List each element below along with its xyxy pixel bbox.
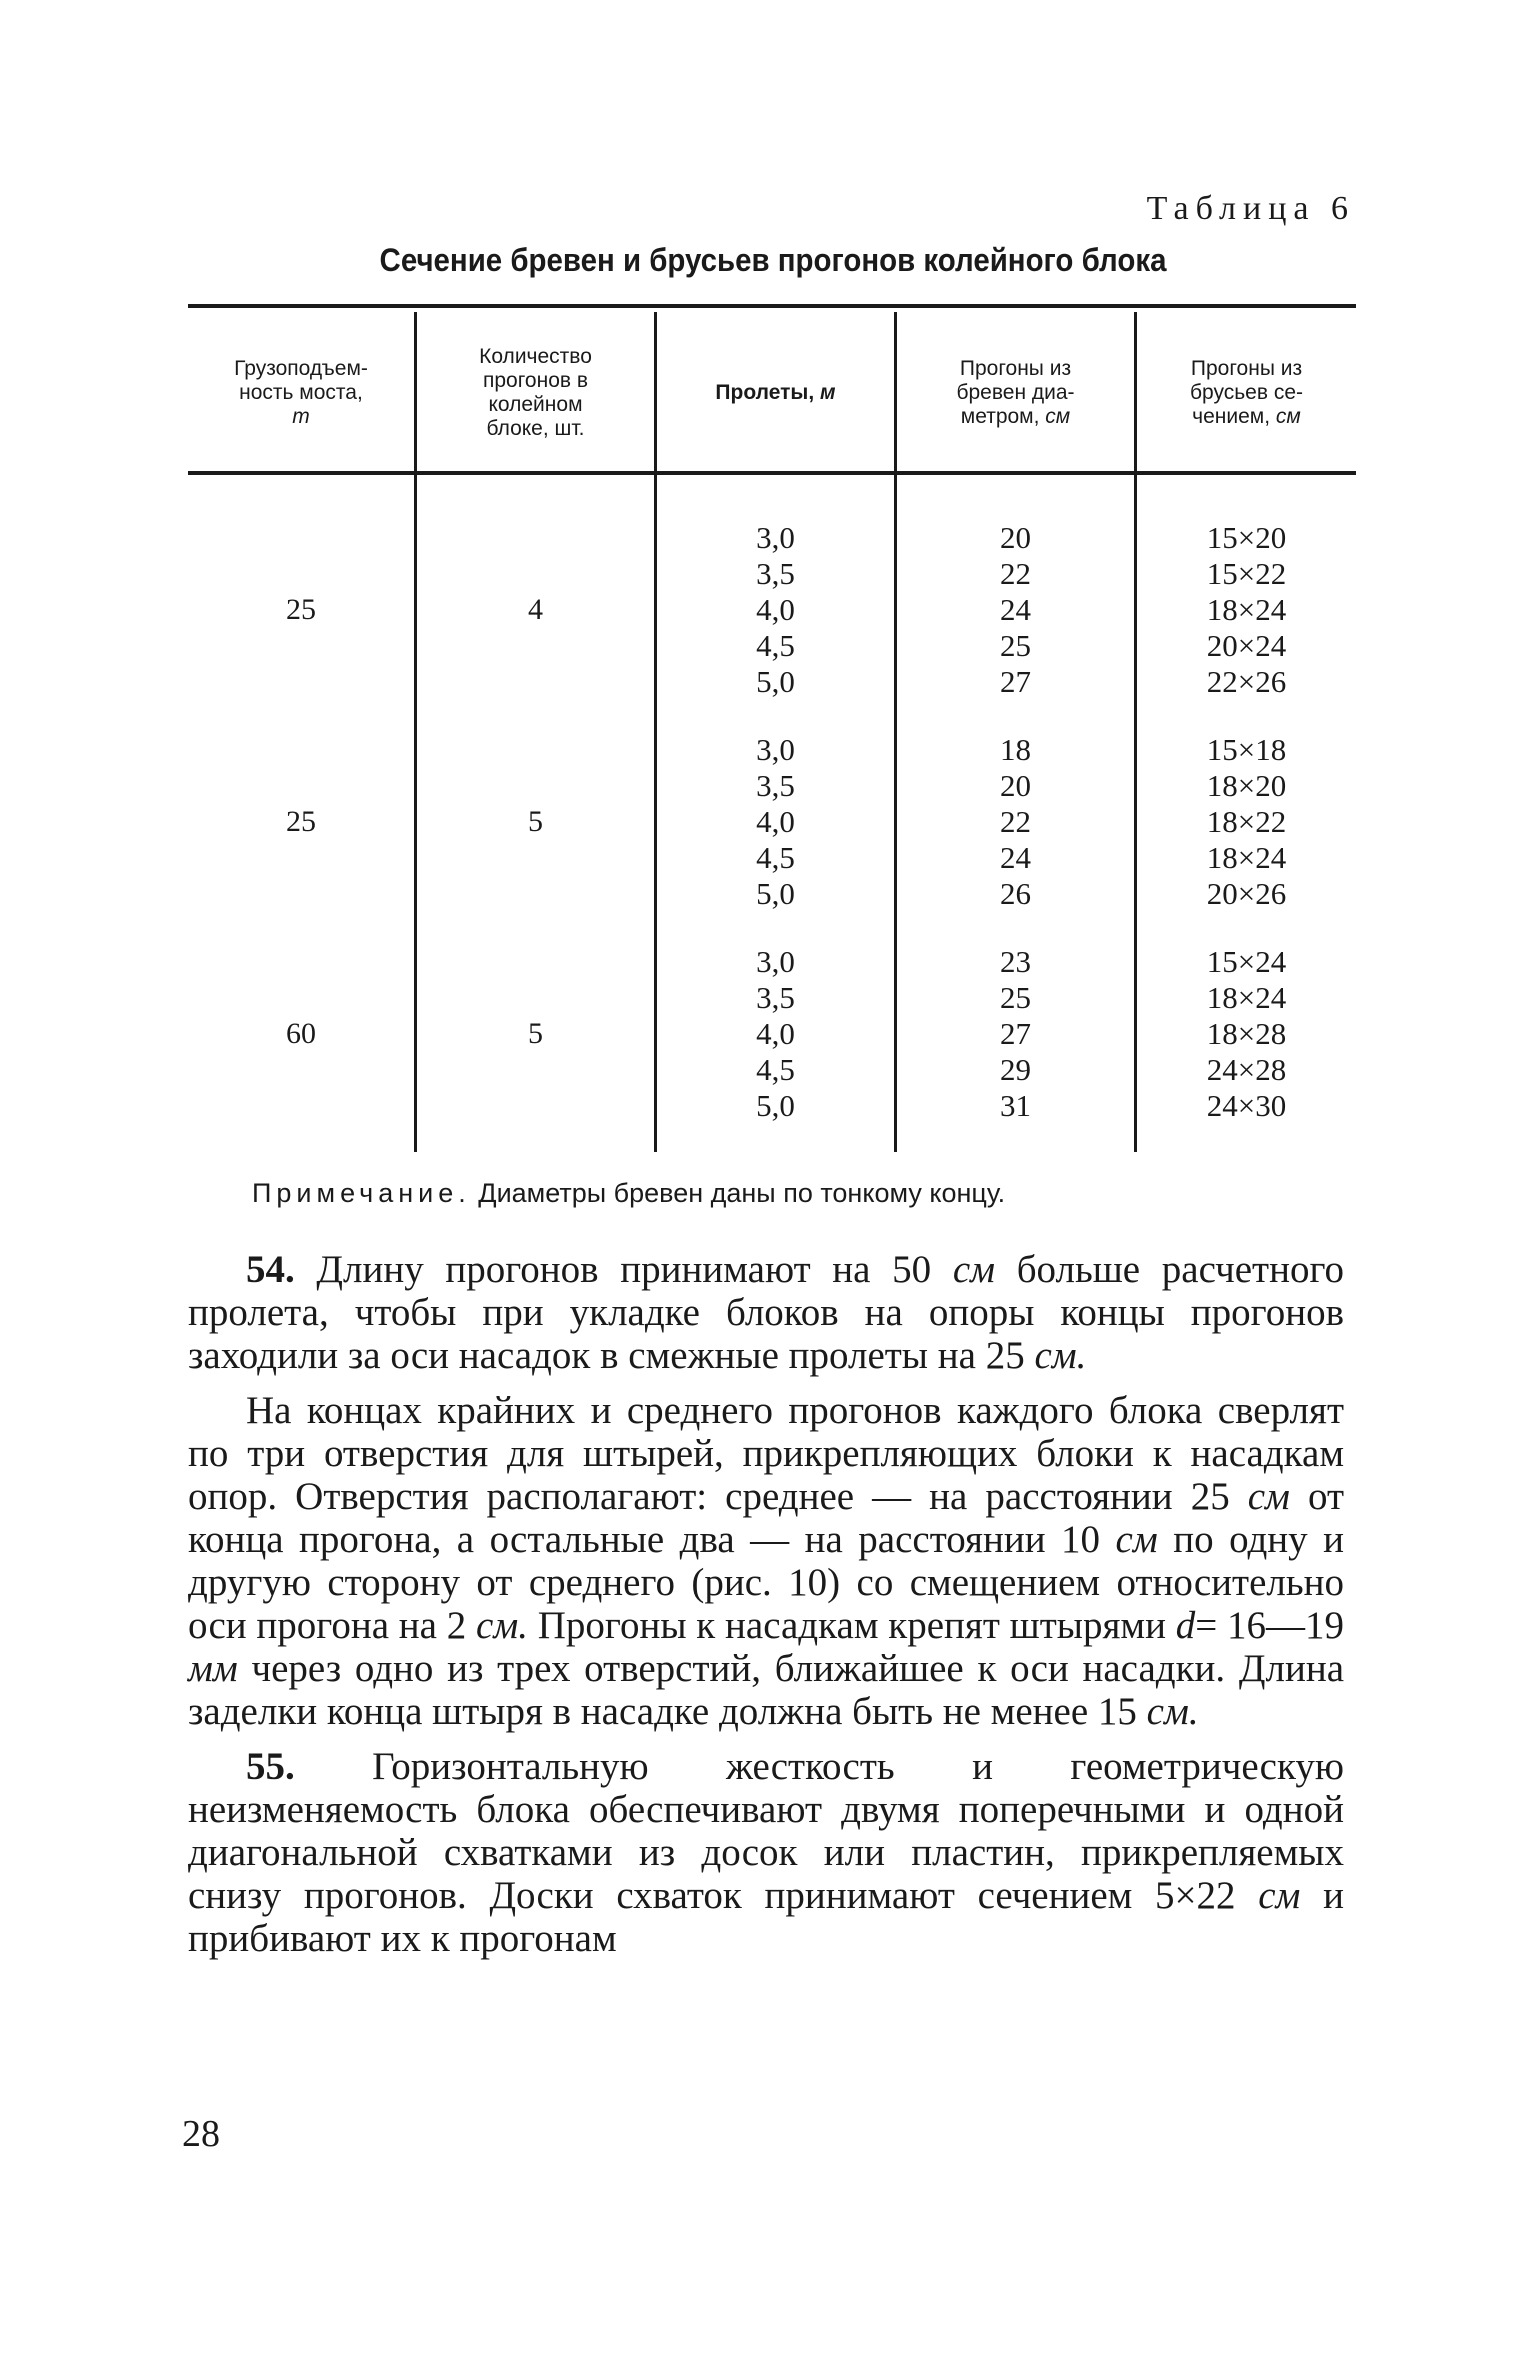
log-diameter: 20 <box>1000 520 1031 555</box>
count-cell: 5 <box>528 805 543 838</box>
beam-section: 18×24 <box>1206 840 1287 875</box>
note-text: Диаметры бревен даны по тонкому концу. <box>478 1178 1006 1208</box>
table-title: Сечение бревен и брусьев прогонов колейного блока <box>379 242 1167 278</box>
span-value: 3,0 <box>756 944 795 979</box>
log-diameter: 18 <box>1000 732 1031 767</box>
span-value: 4,5 <box>756 628 795 663</box>
span-value: 5,0 <box>756 664 795 699</box>
logs-column <box>897 944 1134 1124</box>
header-logs: Прогоны из бревен диа- метром, см <box>956 357 1075 428</box>
beam-section: 15×24 <box>1206 944 1287 979</box>
beam-section: 15×22 <box>1206 556 1287 591</box>
beam-section: 18×24 <box>1206 592 1287 627</box>
span-value: 5,0 <box>756 1088 795 1123</box>
log-diameter: 29 <box>1000 1052 1031 1087</box>
span-value: 3,0 <box>756 732 795 767</box>
spans-column <box>657 520 894 700</box>
beam-section: 24×28 <box>1206 1052 1287 1087</box>
beam-section: 20×24 <box>1206 628 1287 663</box>
paragraph-holes: На концах крайних и среднего прогонов каждого блока сверлят по три отверстия для штырей, прикрепляющих блоки к насадкам опор. Отверстия располагают: среднее — на расстоянии 25 см от конца прогона, а остальные два — на расстоянии 10 см по одну и другую сторону от среднего (рис. 10) со смещением относительно оси прогона на 2 см. Прогоны к насадкам крепят штырями d= 16—19 мм через одно из трех отверстий, ближайшее к оси насадки. Длина заделки конца штыря в насадке должна быть не менее 15 см. <box>188 1389 1345 1733</box>
beam-section: 24×30 <box>1206 1088 1287 1123</box>
beam-section: 18×24 <box>1206 980 1287 1015</box>
beam-section: 22×26 <box>1206 664 1287 699</box>
span-value: 5,0 <box>756 876 795 911</box>
beam-section: 18×28 <box>1206 1016 1287 1051</box>
span-value: 3,5 <box>756 556 795 591</box>
span-value: 3,5 <box>756 980 795 1015</box>
log-diameter: 23 <box>1000 944 1031 979</box>
beam-section: 15×18 <box>1206 732 1287 767</box>
log-diameter: 24 <box>1000 840 1031 875</box>
span-value: 4,5 <box>756 1052 795 1087</box>
span-value: 4,0 <box>756 1016 795 1051</box>
beam-section: 15×20 <box>1206 520 1287 555</box>
count-cell: 4 <box>528 593 543 626</box>
page-number: 28 <box>182 2113 220 2155</box>
table-row-group <box>188 520 1356 730</box>
header-capacity: Грузоподъем- ность моста, т <box>234 357 368 428</box>
span-value: 3,0 <box>756 520 795 555</box>
count-cell: 5 <box>528 1017 543 1050</box>
table-top-rule <box>188 304 1356 308</box>
log-diameter: 24 <box>1000 592 1031 627</box>
header-count: Количество прогонов в колейном блоке, шт. <box>479 345 592 440</box>
log-diameter: 25 <box>1000 980 1031 1015</box>
logs-column <box>897 520 1134 700</box>
table-row-group <box>188 732 1356 942</box>
header-beams: Прогоны из брусьев се- чением, см <box>1189 357 1304 428</box>
span-value: 4,0 <box>756 804 795 839</box>
log-diameter: 25 <box>1000 628 1031 663</box>
span-value: 3,5 <box>756 768 795 803</box>
table-note <box>252 1178 1352 1209</box>
logs-column <box>897 732 1134 912</box>
capacity-cell: 25 <box>286 805 316 838</box>
table-header-rule <box>188 471 1356 475</box>
log-diameter: 22 <box>1000 804 1031 839</box>
body-text <box>188 1248 1344 1972</box>
paragraph-55: 55. Горизонтальную жесткость и геометрическую неизменяемость блока обеспечивают двумя поперечными и одной диагональной схватками из досок или пластин, прикрепляемых снизу прогонов. Доски схваток принимают сечением 5×22 см и прибивают их к прогонам <box>188 1745 1345 1960</box>
header-spans: Пролеты, м <box>715 381 836 404</box>
beams-column <box>1137 732 1356 912</box>
spans-column <box>657 944 894 1124</box>
paragraph-54: 54. Длину прогонов принимают на 50 см больше расчетного пролета, чтобы при укладке блоков на опоры концы прогонов заходили за оси насадок в смежные пролеты на 25 см. <box>188 1248 1344 1377</box>
table-row-group <box>188 944 1356 1154</box>
table-number-label: Таблица 6 <box>1146 190 1355 227</box>
note-label: Примечание. <box>252 1178 471 1208</box>
capacity-cell: 60 <box>286 1017 316 1050</box>
span-value: 4,5 <box>756 840 795 875</box>
log-diameter: 20 <box>1000 768 1031 803</box>
beam-section: 18×20 <box>1206 768 1287 803</box>
log-diameter: 22 <box>1000 556 1031 591</box>
spans-column <box>657 732 894 912</box>
log-diameter: 31 <box>1000 1088 1031 1123</box>
beams-column <box>1137 944 1356 1124</box>
log-diameter: 27 <box>1000 1016 1031 1051</box>
capacity-cell: 25 <box>286 593 316 626</box>
beams-column <box>1137 520 1356 700</box>
beam-section: 20×26 <box>1206 876 1287 911</box>
log-diameter: 27 <box>1000 664 1031 699</box>
beam-section: 18×22 <box>1206 804 1287 839</box>
log-diameter: 26 <box>1000 876 1031 911</box>
span-value: 4,0 <box>756 592 795 627</box>
